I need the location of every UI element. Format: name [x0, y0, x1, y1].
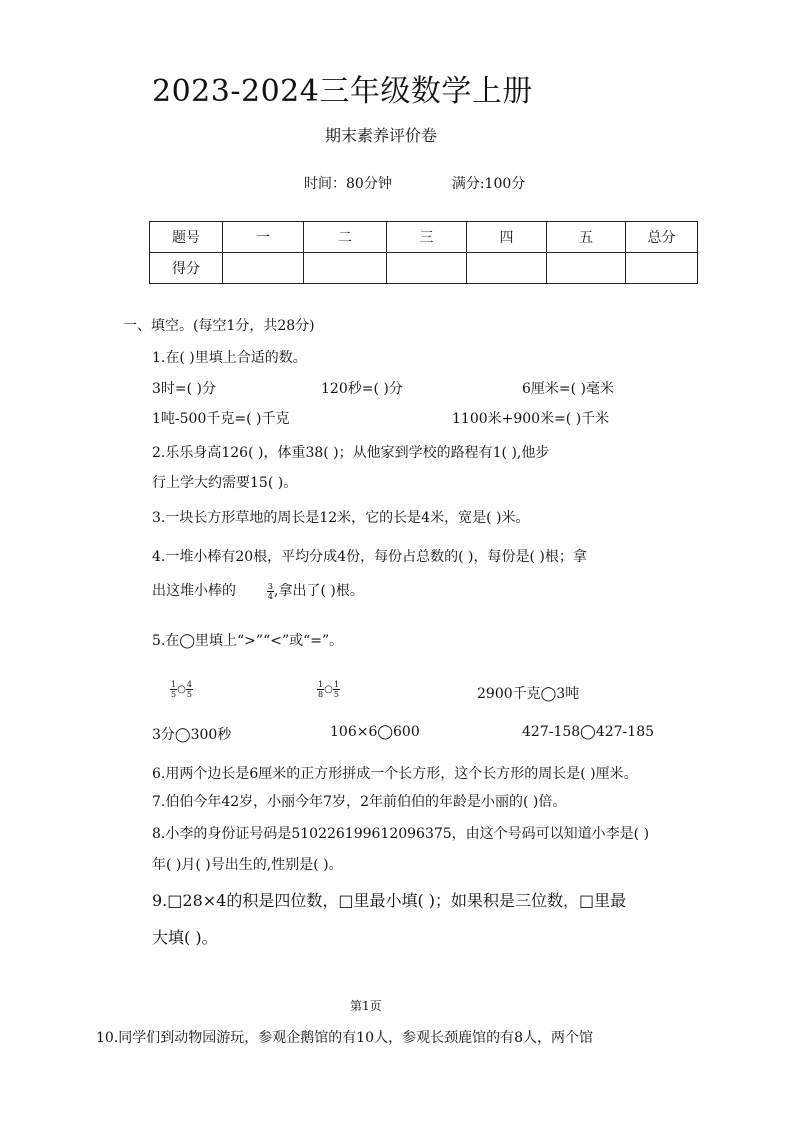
q4-text-a: 出这堆小棒的 [152, 583, 236, 599]
score-table-header-row [150, 222, 698, 253]
header-cell: 一 [223, 222, 304, 253]
q1-item-c: 6厘米=( )毫米 [522, 381, 615, 397]
question-8-line1: 8.小李的身份证号码是510226199612096375，由这个号码可以知道小李是( ) [152, 826, 650, 842]
question-6: 6.用两个边长是6厘米的正方形拼成一个长方形，这个长方形的周长是( )厘米。 [152, 766, 638, 782]
q4-text-b: ,拿出了( )根。 [274, 583, 364, 599]
fraction-three-quarters: $\frac{3}{4}$ [267, 581, 273, 601]
q5-item-d: 3分◯300秒 [152, 727, 232, 743]
q5-item-e: 106×6◯600 [330, 724, 420, 740]
time-score-line [304, 173, 525, 193]
q1-item-d: 1吨-500千克=( )千克 [152, 411, 290, 427]
score-cell[interactable] [387, 253, 467, 284]
q1-item-e: 1100米+900米=( )千米 [452, 411, 610, 427]
exam-subtitle: 期末素养评价卷 [325, 126, 438, 145]
score-cell[interactable] [304, 253, 387, 284]
compare-circle[interactable]: ○ [324, 684, 333, 695]
score-cell[interactable] [547, 253, 626, 284]
score-cell[interactable] [626, 253, 698, 284]
fraction: $\frac{1}{5}$ [171, 680, 177, 699]
question-1: 1.在( )里填上合适的数。 [152, 350, 307, 366]
header-cell: 四 [467, 222, 547, 253]
question-9-line1: 9.□28×4的积是四位数，□里最小填( )；如果积是三位数，□里最 [152, 891, 627, 910]
score-row-label: 得分 [150, 253, 223, 284]
score-table [149, 221, 698, 284]
q5-item-b [317, 680, 340, 699]
compare-circle[interactable]: ○ [177, 684, 186, 695]
question-9-line2: 大填( )。 [152, 928, 218, 947]
header-cell: 二 [304, 222, 387, 253]
time-limit: 时间：80分钟 [304, 176, 392, 192]
question-2-line1: 2.乐乐身高126( )，体重38( )；从他家到学校的路程有1( ),他步 [152, 445, 550, 461]
q5-item-f: 427-158◯427-185 [522, 724, 655, 740]
question-8-line2: 年( )月( )号出生的,性别是( )。 [152, 857, 343, 873]
exam-title: 2023-2024三年级数学上册 [152, 74, 533, 109]
q5-item-c: 2900千克◯3吨 [477, 686, 580, 702]
header-cell: 题号 [150, 222, 223, 253]
header-cell: 五 [547, 222, 626, 253]
score-cell[interactable] [223, 253, 304, 284]
question-10-line1: 10.同学们到动物园游玩，参观企鹅馆的有10人，参观长颈鹿馆的有8人，两个馆 [96, 1030, 593, 1046]
question-3: 3.一块长方形草地的周长是12米，它的长是4米，宽是( )米。 [152, 510, 530, 526]
score-cell[interactable] [467, 253, 547, 284]
header-cell: 三 [387, 222, 467, 253]
header-cell: 总分 [626, 222, 698, 253]
question-4-line1: 4.一堆小棒有20根，平均分成4份，每份占总数的( )，每份是( )根；拿 [152, 549, 587, 565]
question-5: 5.在◯里填上“>”“<”或“=”。 [152, 633, 344, 649]
question-4-line2 [152, 580, 364, 601]
q1-item-a: 3时=( )分 [152, 381, 217, 397]
question-7: 7.伯伯今年42岁，小丽今年7岁，2年前伯伯的年龄是小丽的( )倍。 [152, 794, 567, 810]
q5-item-a [170, 680, 193, 699]
page-number: 第1页 [350, 999, 382, 1013]
fraction: $\frac{4}{5}$ [186, 680, 192, 699]
fraction: $\frac{1}{8}$ [318, 680, 324, 699]
fraction: $\frac{1}{5}$ [333, 680, 339, 699]
q1-item-b: 120秒=( )分 [321, 381, 403, 397]
full-score: 满分:100分 [451, 176, 526, 192]
question-2-line2: 行上学大约需要15( )。 [152, 475, 298, 491]
score-table-score-row [150, 253, 698, 284]
section-title: 一、填空。(每空1分，共28分) [123, 318, 315, 334]
